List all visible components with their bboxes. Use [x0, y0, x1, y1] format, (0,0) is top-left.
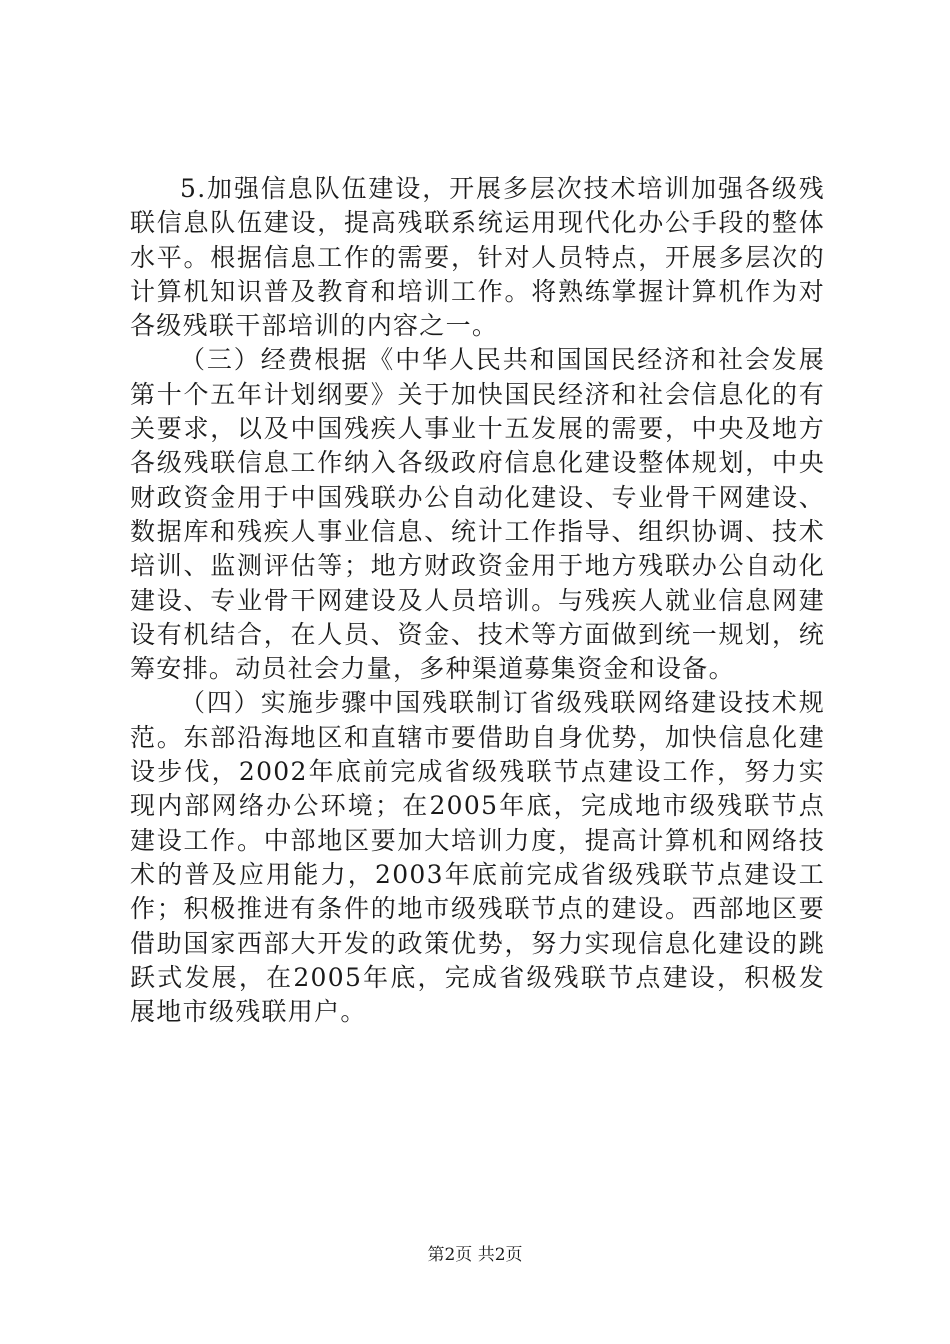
- paragraph-funding: （三）经费根据《中华人民共和国国民经济和社会发展第十个五年计划纲要》关于加快国民经济和社会信息化的有关要求，以及中国残疾人事业十五发展的需要，中央及地方各级残联信息工作纳入各级政府信息化建设整体规划，中央财政资金用于中国残联办公自动化建设、专业骨干网建设、数据库和残疾人事业信息、统计工作指导、组织协调、技术培训、监测评估等；地方财政资金用于地方残联办公自动化建设、专业骨干网建设及人员培训。与残疾人就业信息网建设有机结合，在人员、资金、技术等方面做到统一规划，统筹安排。动员社会力量，多种渠道募集资金和设备。: [130, 345, 825, 684]
- page-footer: 第2页 共2页: [427, 1245, 523, 1265]
- document-body: [130, 172, 825, 1029]
- paragraph-information-team: 5.加强信息队伍建设，开展多层次技术培训加强各级残联信息队伍建设，提高残联系统运用现代化办公手段的整体水平。根据信息工作的需要，针对人员特点，开展多层次的计算机知识普及教育和培训工作。将熟练掌握计算机作为对各级残联干部培训的内容之一。: [130, 174, 825, 341]
- paragraph-implementation-steps: （四）实施步骤中国残联制订省级残联网络建设技术规范。东部沿海地区和直辖市要借助自身优势，加快信息化建设步伐，2002年底前完成省级残联节点建设工作，努力实现内部网络办公环境；在2005年底，完成地市级残联节点建设工作。中部地区要加大培训力度，提高计算机和网络技术的普及应用能力，2003年底前完成省级残联节点建设工作；积极推进有条件的地市级残联节点的建设。西部地区要借助国家西部大开发的政策优势，努力实现信息化建设的跳跃式发展，在2005年底，完成省级残联节点建设，积极发展地市级残联用户。: [130, 688, 825, 1027]
